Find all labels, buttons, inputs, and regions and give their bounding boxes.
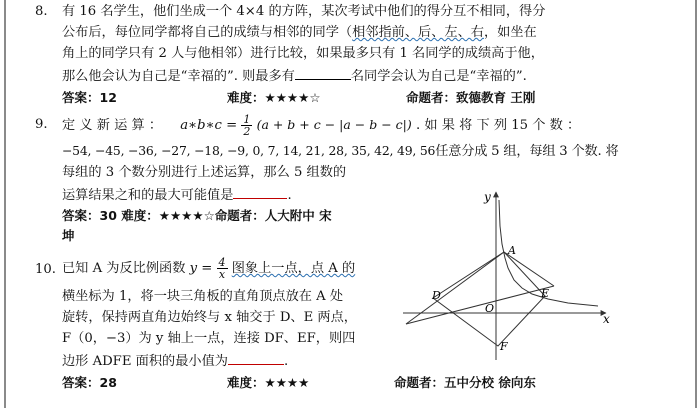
problem-text-line: −54, −45, −36, −27, −18, −9, 0, 7, 14, 21, 28, 35, 42, 49, 56任意分成 5 组，每组 3 个数. 将 — [62, 143, 619, 159]
label-D: D — [432, 289, 441, 302]
answer-row: 答案：30 难度：★★★★☆命题者：人大附中 宋 — [62, 208, 332, 223]
problem-text-line: 那么他会认为自己是“幸福的”. 则最多有 名同学会认为自己是“幸福的”. — [62, 64, 682, 87]
page-right-border — [695, 0, 697, 408]
answer-row — [62, 372, 682, 392]
label-A: A — [508, 244, 516, 257]
quadrilateral-ADFE — [433, 252, 545, 346]
difficulty-label: 难度：★★★★☆ — [227, 90, 321, 105]
problem-number: 9. — [35, 117, 48, 132]
answer-row — [62, 87, 682, 107]
author-label: 命题者：致德教育 王刚 — [406, 90, 536, 105]
answer-blank[interactable] — [295, 64, 351, 80]
triangle-edge — [406, 286, 554, 324]
problem-text-line: 有 16 名学生，他们坐成一个 4×4 的方阵，某次考试中他们的得分互不相同，得分 — [62, 4, 546, 19]
problem-8 — [35, 1, 682, 107]
geometry-figure — [398, 186, 613, 366]
problem-text-line: 横坐标为 1，将一块三角板的直角顶点放在 A 处 — [62, 289, 344, 304]
problem-text-line: 运算结果之和的最大可能值是 . — [62, 183, 682, 206]
problem-text-line: 已知 A 为反比例函数 y = $\frac{4}{x}$ 图象上一点，点 A 的 — [62, 256, 356, 281]
formula: a∗b∗c = — [180, 118, 238, 133]
page-left-border — [4, 0, 6, 408]
underlined-phrase: 相邻指前、后、左、右 — [352, 25, 484, 40]
problem-text-line: 旋转，保持两直角边始终与 x 轴交于 D、E 两点， — [62, 310, 357, 325]
problem-text-line: 每组的 3 个数分别进行上述运算，那么 5 组数的 — [62, 165, 347, 180]
triangle-edge — [504, 252, 554, 286]
problem-number: 8. — [35, 4, 48, 19]
difficulty-label: 难度：★★★★ — [227, 375, 310, 390]
number-sequence: −54, −45, −36, −27, −18, −9, 0, 7, 14, 21, 28, 35, 42, 49, 56 — [62, 143, 436, 158]
answer-label: 答案：12 — [62, 90, 117, 105]
fraction: $\frac{4}{x}$ — [218, 256, 226, 281]
answer-row-continued: 坤 — [62, 228, 75, 243]
label-O: O — [485, 302, 495, 315]
problem-text-line: 边形 ADFE 面积的最小值为 . — [62, 349, 682, 372]
author-label: 命题者：五中分校 徐向东 — [394, 375, 536, 390]
formula: (a + b + c − |a − b − c|) — [256, 117, 412, 132]
label-F: F — [500, 340, 508, 353]
label-E: E — [541, 287, 550, 300]
answer-blank[interactable] — [233, 183, 287, 199]
problem-text-line: 角上的同学只有 2 人与他相邻）进行比较，如果最多只有 1 名同学的成绩高于他， — [62, 46, 544, 61]
problem-text-line: F（0，−3）为 y 轴上一点，连接 DF、EF，则四 — [62, 331, 356, 346]
label-x: x — [603, 312, 610, 326]
label-y: y — [484, 190, 491, 204]
answer-label: 答案：28 — [62, 375, 117, 390]
function-expression: y = — [189, 261, 213, 276]
fraction: $\frac{1}{2}$ — [243, 113, 251, 138]
problem-text-line: 公布后，每位同学都将自己的成绩与相邻的同学（相邻指前、后、左、右，如坐在 — [62, 25, 537, 40]
problem-text-line: 定 义 新 运 算 ： a∗b∗c = $\frac{1}{2}$ (a + b + c − |a − b − c|) . 如 果 将 下 列 15 个 数 ： — [62, 113, 581, 138]
problem-number: 10. — [35, 262, 56, 277]
answer-blank[interactable] — [228, 349, 284, 365]
